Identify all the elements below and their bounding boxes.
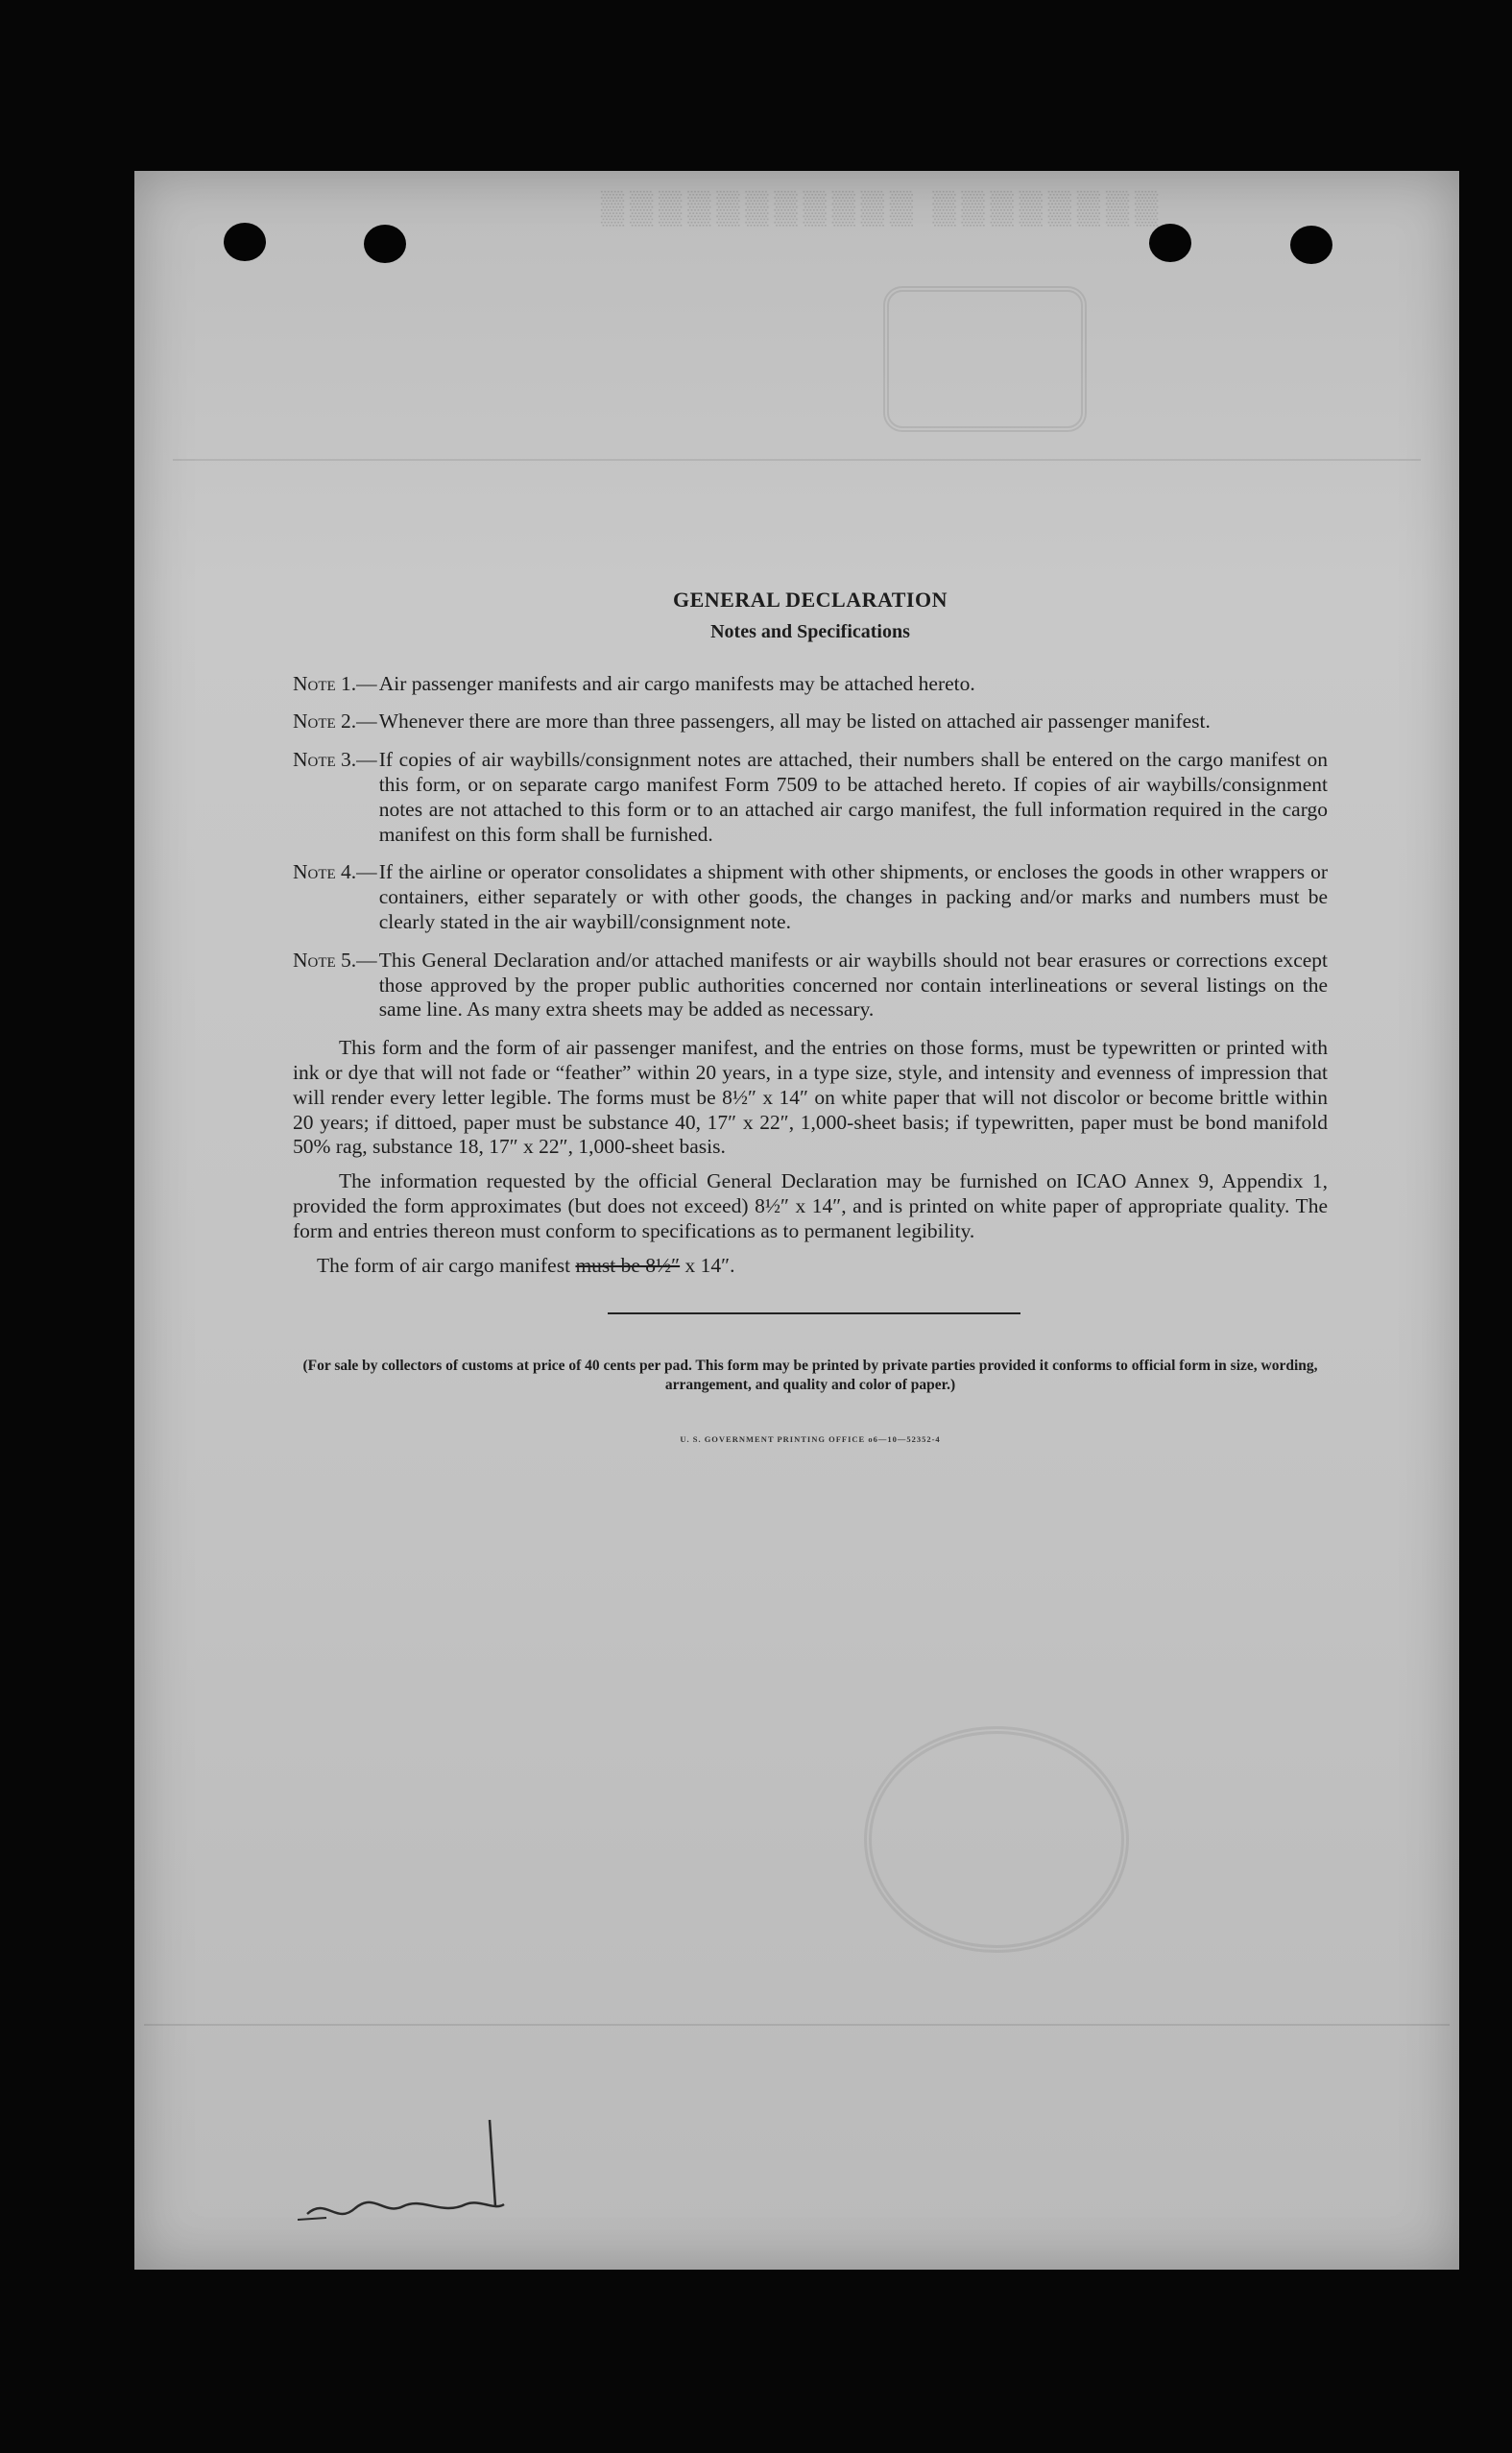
final-line-suffix: x 14″. xyxy=(680,1253,735,1277)
note-text: If the airline or operator consolidates a shipment with other shipments, or encloses the goods in other wrappers or containers, either separately or with other goods, the changes in packing and/or marks and numbers must be clearly stated in the air waybill/consignment note. xyxy=(378,860,1328,933)
punch-hole-left-1 xyxy=(224,223,266,261)
note-label: Note 4.— xyxy=(293,860,377,884)
note-label: Note 1.— xyxy=(293,671,377,695)
bleed-through-seal-lower xyxy=(864,1726,1129,1953)
cargo-manifest-size-line xyxy=(293,1254,1328,1279)
final-line-prefix: The form of air cargo manifest xyxy=(317,1253,576,1277)
bleed-through-lines xyxy=(173,459,1421,461)
punch-hole-right-1 xyxy=(1149,224,1191,262)
note-text: Whenever there are more than three passengers, all may be listed on attached air passenger manifest. xyxy=(378,709,1211,733)
note-1 xyxy=(293,672,1328,697)
icao-paragraph: The information requested by the official General Declaration may be furnished on ICAO Annex 9, Appendix 1, provided the form approximates (but does not exceed) 8½″ x 14″, and is printed on white paper of appropriate quality. The form and entries thereon must conform to specifications as to permanent legibility. xyxy=(293,1169,1328,1242)
punch-hole-left-2 xyxy=(364,225,406,263)
note-3 xyxy=(293,748,1328,847)
sale-notice: (For sale by collectors of customs at price of 40 cents per pad. This form may be printed by private parties provided it conforms to official form in size, wording, arrangement, and quality and color of paper.) xyxy=(302,1358,1318,1394)
note-text: This General Declaration and/or attached manifests or air waybills should not bear erasures or corrections except those approved by the proper public authorities concerned nor contain interlineations or several listings on the same line. As many extra sheets may be added as necessary. xyxy=(378,948,1328,1022)
bleed-through-heading: ▒▒▒▒▒▒▒▒ ▒▒▒▒▒▒▒▒▒▒▒ xyxy=(595,190,1159,226)
note-label: Note 3.— xyxy=(293,748,377,772)
punch-hole-right-2 xyxy=(1290,226,1332,264)
divider-rule xyxy=(608,1312,1020,1314)
printer-imprint: U. S. GOVERNMENT PRINTING OFFICE o6—10—52352-4 xyxy=(680,1434,941,1445)
note-text: Air passenger manifests and air cargo manifests may be attached hereto. xyxy=(378,671,975,695)
final-line-struck-text: must be 8½″ xyxy=(575,1253,681,1277)
declaration-text xyxy=(293,588,1462,1453)
bleed-through-seal xyxy=(883,286,1087,432)
paper-requirements-paragraph: This form and the form of air passenger manifest, and the entries on those forms, must be typewritten or printed with ink or dye that will not fade or “feather” within 20 years, in a type size, style, and intensity and evenness of impression that will render every letter legible. The forms must be 8½″ x 14″ on white paper that will not discolor or become brittle within 20 years; if dittoed, paper must be substance 40, 17″ x 22″, 1,000-sheet basis; if typewritten, paper must be bond manifold 50% rag, substance 18, 17″ x 22″, 1,000-sheet basis. xyxy=(293,1036,1328,1159)
document-subtitle: Notes and Specifications xyxy=(710,620,910,642)
notes-list xyxy=(293,672,1328,1023)
note-label: Note 5.— xyxy=(293,948,377,972)
bleed-through-bottom-lines xyxy=(144,2024,1450,2026)
handwritten-signature xyxy=(298,2120,547,2225)
note-2 xyxy=(293,709,1328,734)
note-label: Note 2.— xyxy=(293,709,377,733)
document-title: GENERAL DECLARATION xyxy=(673,588,948,612)
note-4 xyxy=(293,860,1328,934)
note-5 xyxy=(293,949,1328,1022)
note-text: If copies of air waybills/consignment notes are attached, their numbers shall be entered on the cargo manifest on this form, or on separate cargo manifest Form 7509 to be attached hereto. If copies of air waybills/consignment notes are not attached to this form or to an attached air cargo manifest, the full information required in the cargo manifest on this form shall be furnished. xyxy=(378,748,1328,846)
